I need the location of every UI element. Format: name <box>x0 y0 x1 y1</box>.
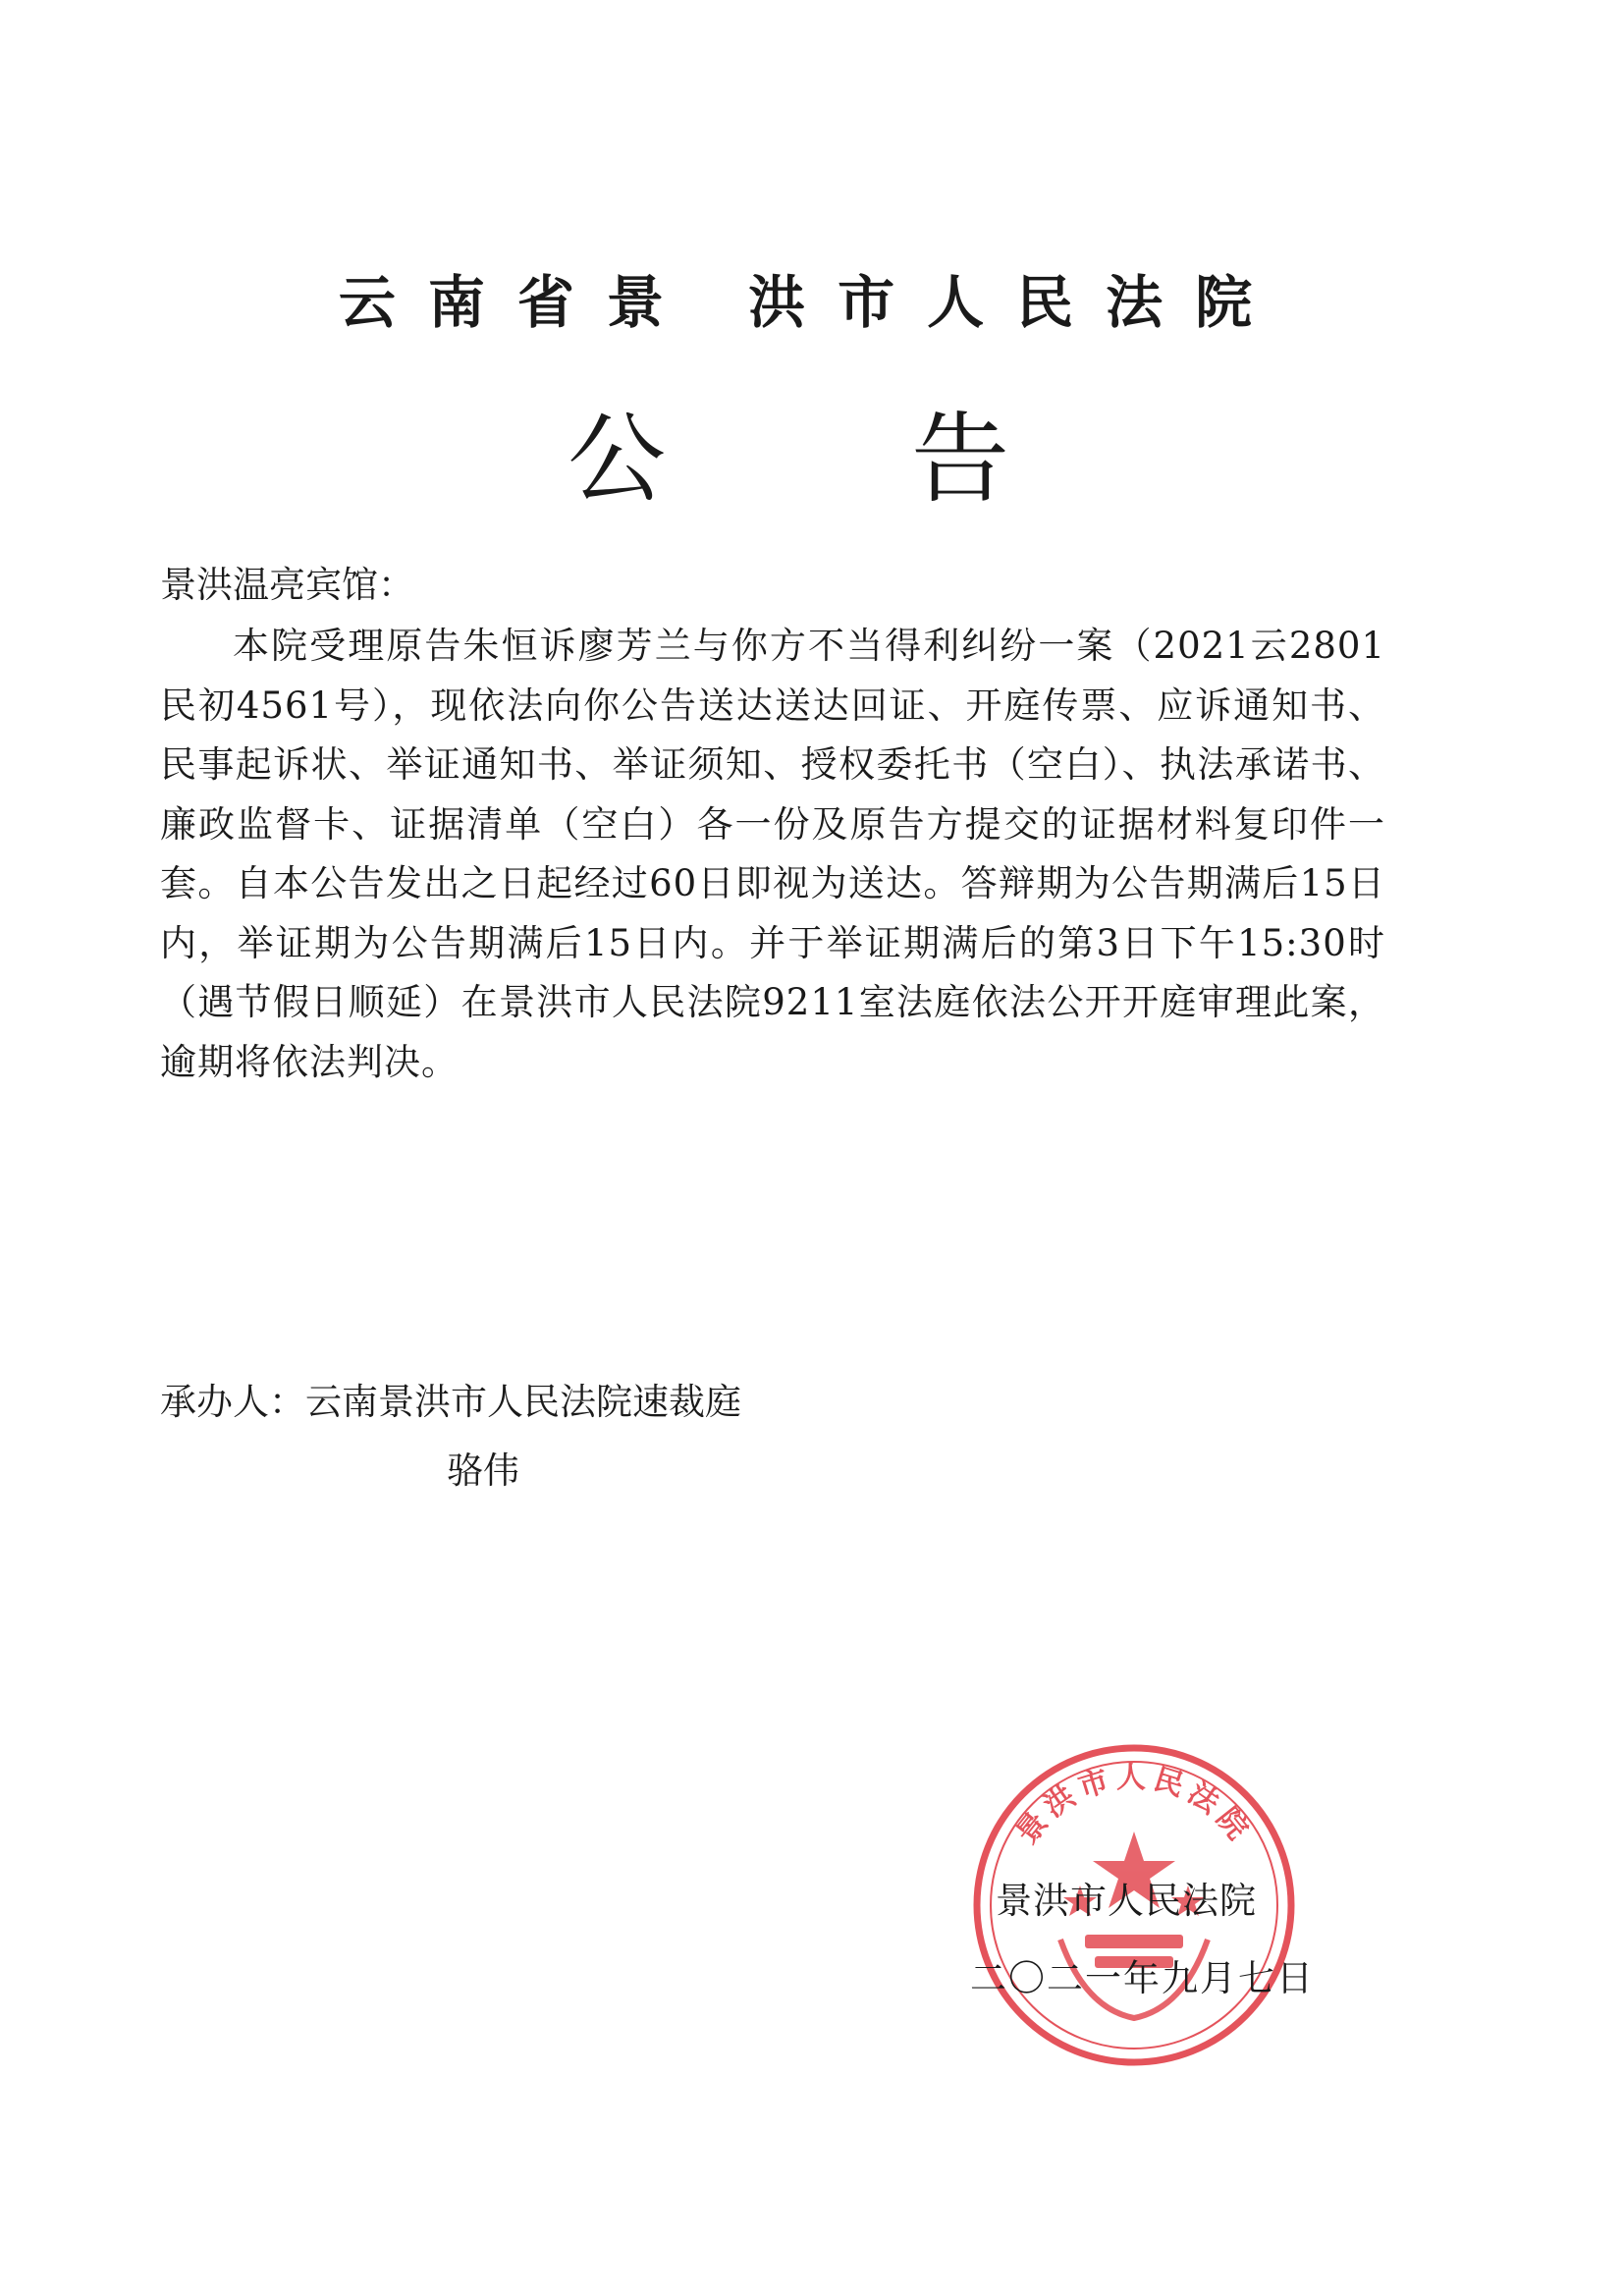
document-title <box>568 401 1009 519</box>
handler-line: 承办人：云南景洪市人民法院速裁庭 <box>160 1381 741 1423</box>
signing-court: 景洪市人民法院 <box>996 1880 1257 1922</box>
notice-body: 本院受理原告朱恒诉廖芳兰与你方不当得利纠纷一案（2021云2801民初4561号），现依法向你公告送达送达回证、开庭传票、应诉通知书、民事起诉状、举证通知书、举证须知、授权委托书（空白）、执法承诺书、廉政监督卡、证据清单（空白）各一份及原告方提交的证据材料复印件一套。自本公告发出之日起经过60日即视为送达。答辩期为公告期满后15日内，举证期为公告期满后15日内。并于举证期满后的第3日下午15:30时（遇节假日顺延）在景洪市人民法院9211室法庭依法公开开庭审理此案，逾期将依法判决。 <box>160 625 1385 1083</box>
handler-name: 骆伟 <box>447 1449 519 1492</box>
addressee: 景洪温亮宾馆： <box>160 564 414 606</box>
seal-ring-text: 景洪市人民法院 <box>1009 1761 1259 1851</box>
signing-date: 二〇二一年九月七日 <box>970 1957 1315 1999</box>
court-name-heading: 云南省景 洪市人民法院 <box>338 269 1285 336</box>
title-char-2: 告 <box>911 402 1009 517</box>
title-char-1: 公 <box>568 402 666 517</box>
